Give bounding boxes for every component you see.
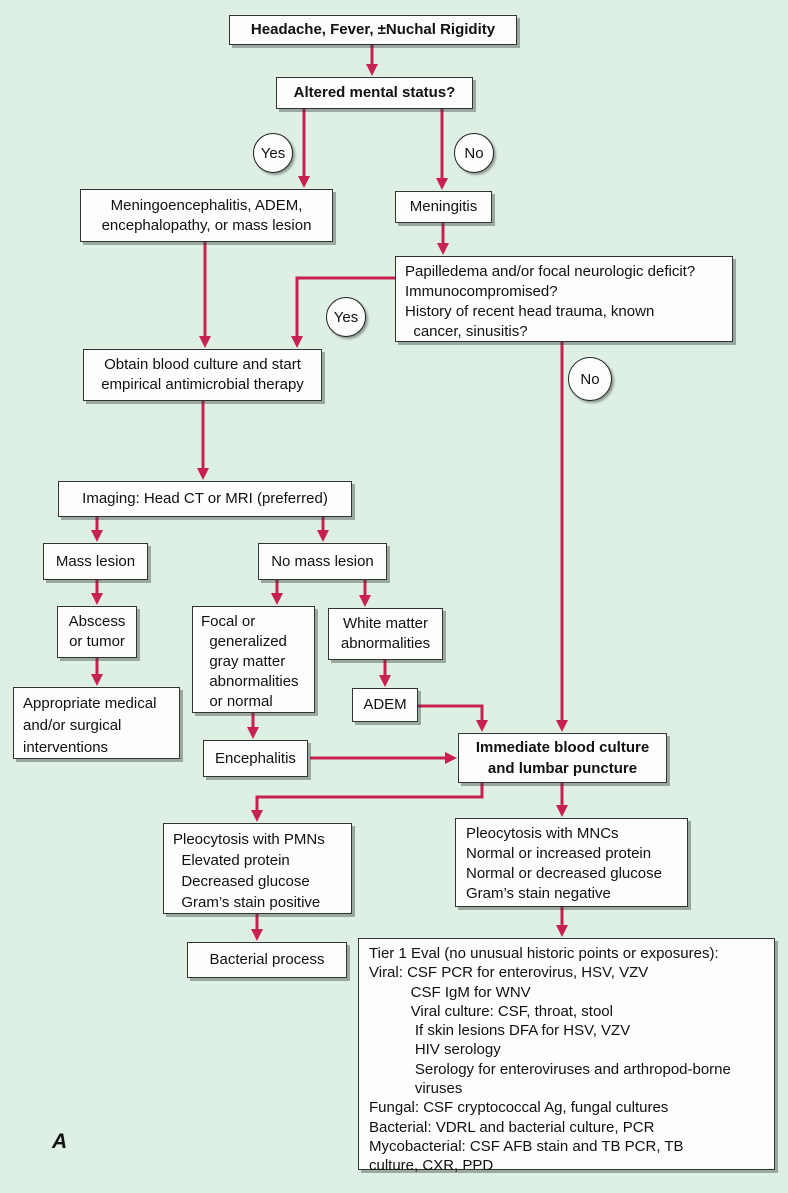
branch-no-altered <box>454 133 494 173</box>
node-meningitis <box>395 191 492 223</box>
node-imaging-label: Imaging: Head CT or MRI (preferred) <box>82 490 328 507</box>
node-gray-matter-abnormalities: Focal or generalized gray matter abnormalities or normal <box>192 606 315 713</box>
node-pleocytosis-pmns: Pleocytosis with PMNs Elevated protein Decreased glucose Gram’s stain positive <box>163 823 352 914</box>
node-altered-mental-status <box>276 77 473 109</box>
branch-no-papilledema-label: No <box>580 370 600 388</box>
node-no-mass-lesion <box>258 543 387 580</box>
node-papilledema-questions: Papilledema and/or focal neurologic deficit? Immunocompromised? History of recent head trauma, known cancer, sinusitis? <box>395 256 733 342</box>
node-adem-label: ADEM <box>363 696 407 713</box>
node-mass-lesion-label: Mass lesion <box>55 552 136 570</box>
node-abscess-or-tumor: Abscess or tumor <box>57 606 137 658</box>
node-immediate-blood-culture: Immediate blood culture and lumbar puncture <box>458 733 667 783</box>
node-obtain-blood-culture: Obtain blood culture and start empirical antimicrobial therapy <box>83 349 322 401</box>
node-encephalitis-label: Encephalitis <box>215 749 296 767</box>
branch-no-altered-label: No <box>464 144 484 162</box>
node-altered-mental-status-label: Altered mental status? <box>293 84 456 101</box>
node-imaging <box>58 481 352 517</box>
branch-yes-altered-label: Yes <box>260 144 286 162</box>
branch-yes-altered <box>253 133 293 173</box>
node-encephalitis <box>203 740 308 777</box>
node-tier1-eval: Tier 1 Eval (no unusual historic points or exposures): Viral: CSF PCR for enterovirus, HSV, VZV CSF IgM for WNV Viral culture: CSF, throat, stool If skin lesions DFA for HSV, VZV HIV serology Serology for enteroviruses and arthropod-borne viruses Fungal: CSF cryptococcal Ag, fungal cultures Bacterial: VDRL and bacterial culture, PCR Mycobacterial: CSF AFB stain and TB PCR, TB culture, CXR, PPD <box>358 938 775 1170</box>
figure-label: A <box>52 1130 68 1153</box>
node-meningoencephalitis: Meningoencephalitis, ADEM, encephalopathy, or mass lesion <box>80 189 333 242</box>
node-no-mass-lesion-label: No mass lesion <box>271 552 374 570</box>
node-bacterial-process <box>187 942 347 978</box>
node-headache-fever <box>229 15 517 45</box>
node-mass-lesion <box>43 543 148 580</box>
branch-yes-papilledema-label: Yes <box>333 308 359 326</box>
node-headache-fever-label: Headache, Fever, ±Nuchal Rigidity <box>250 21 496 38</box>
node-meningitis-label: Meningitis <box>409 198 478 215</box>
branch-yes-papilledema <box>326 297 366 337</box>
node-white-matter-abnormalities: White matter abnormalities <box>328 608 443 660</box>
node-pleocytosis-mncs: Pleocytosis with MNCs Normal or increased protein Normal or decreased glucose Gram’s stain negative <box>455 818 688 907</box>
node-appropriate-interventions: Appropriate medical and/or surgical interventions <box>13 687 180 759</box>
node-bacterial-process-label: Bacterial process <box>209 951 325 968</box>
branch-no-papilledema <box>568 357 612 401</box>
node-adem <box>352 688 418 722</box>
